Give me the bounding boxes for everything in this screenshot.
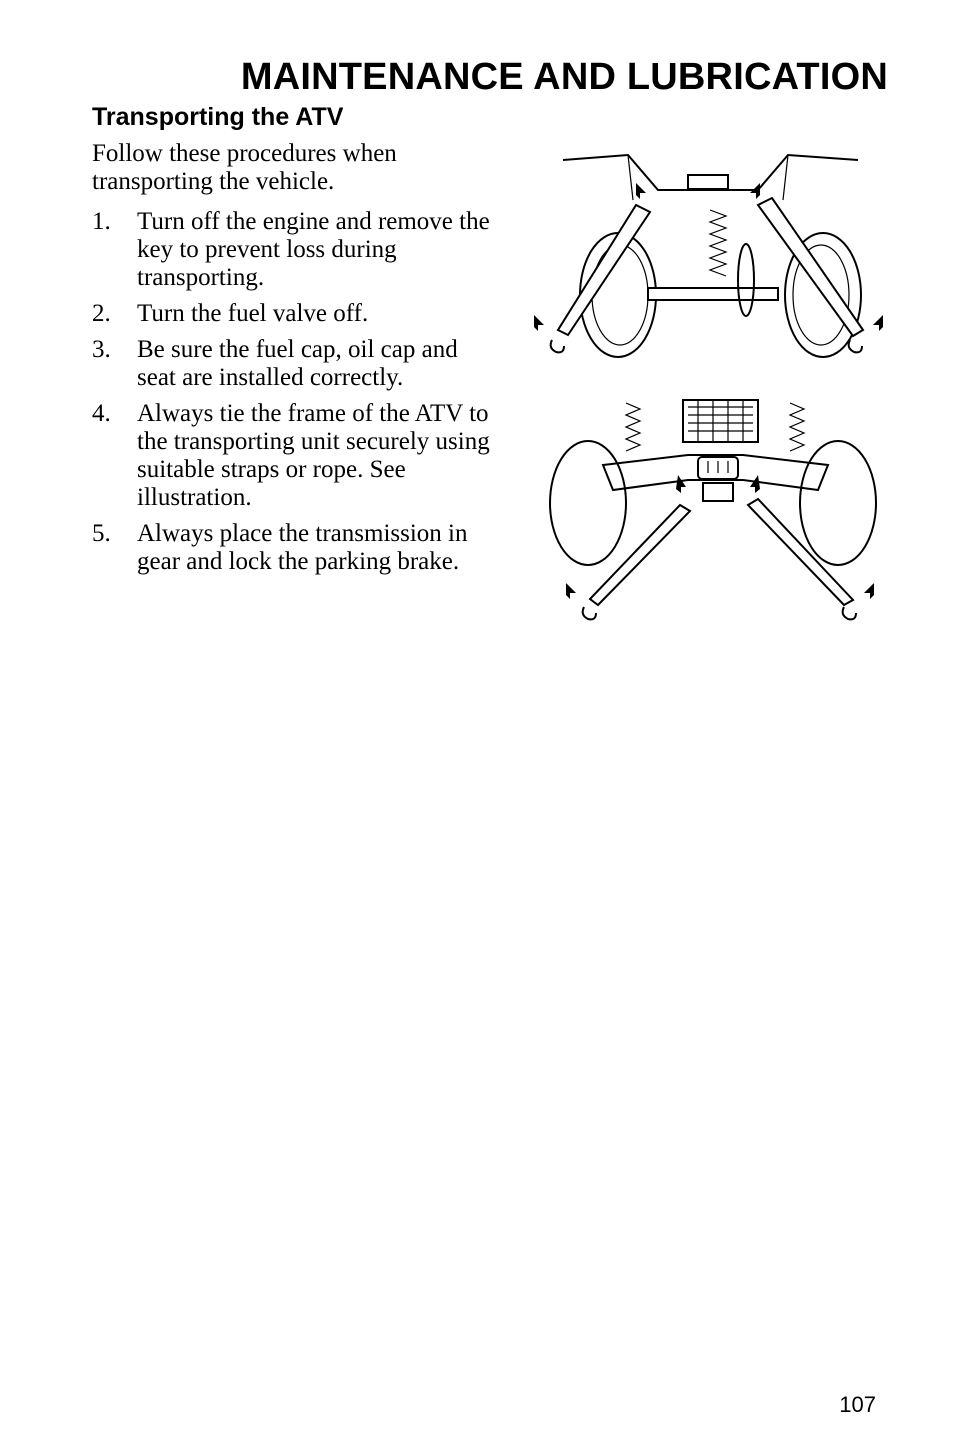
arrow-icon	[676, 475, 686, 493]
arrow-icon	[636, 183, 646, 199]
step-number: 1.	[92, 208, 111, 235]
procedure-steps-list	[92, 208, 492, 584]
step-number: 5.	[92, 520, 111, 547]
step-number: 2.	[92, 300, 111, 327]
arrow-icon	[873, 315, 883, 331]
arrow-icon	[864, 583, 874, 599]
atv-rear-tiedown-illustration	[528, 150, 890, 362]
section-title: Transporting the ATV	[92, 103, 344, 131]
page-header-title: MAINTENANCE AND LUBRICATION	[240, 56, 888, 98]
step-text: Always place the transmission in gear and lock the parking brake.	[137, 520, 468, 575]
step-number: 4.	[92, 400, 111, 427]
intro-paragraph: Follow these procedures when transporting the vehicle.	[92, 140, 397, 195]
step-text: Turn off the engine and remove the key to prevent loss during transporting.	[137, 208, 490, 291]
atv-front-tiedown-illustration	[548, 395, 882, 627]
step-text: Turn the fuel valve off.	[137, 300, 369, 327]
step-item	[92, 520, 492, 576]
step-text: Always tie the frame of the ATV to the transporting unit securely using suitable straps or rope. See illustration.	[137, 400, 490, 511]
step-item	[92, 400, 492, 512]
step-item	[92, 336, 492, 392]
step-number: 3.	[92, 336, 111, 363]
step-item	[92, 300, 492, 328]
arrow-icon	[566, 583, 576, 599]
arrow-icon	[750, 475, 760, 493]
step-text: Be sure the fuel cap, oil cap and seat are installed correctly.	[137, 336, 458, 391]
page-number: 107	[839, 1392, 876, 1417]
arrow-icon	[534, 315, 544, 331]
step-item	[92, 208, 492, 292]
